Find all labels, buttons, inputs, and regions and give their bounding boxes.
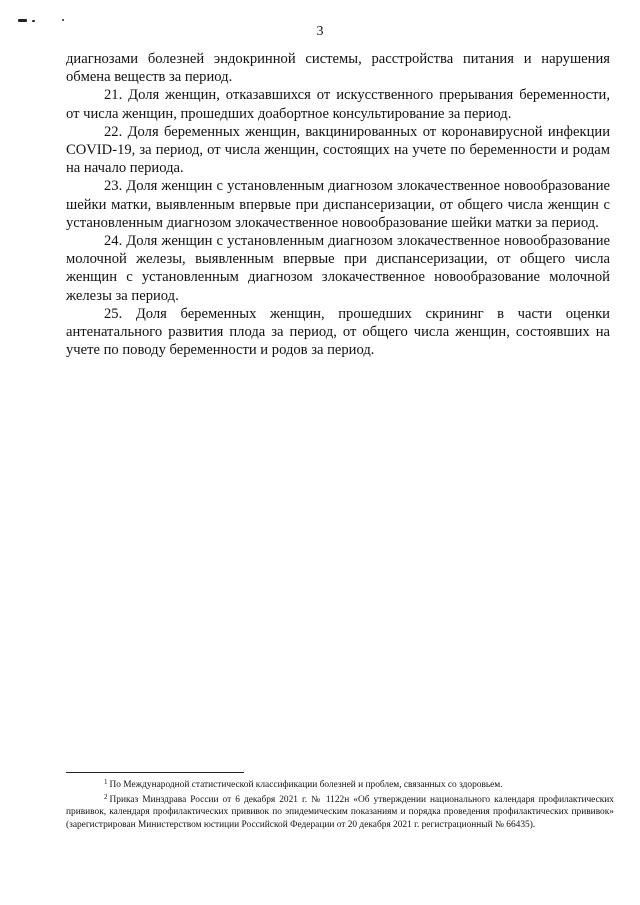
footnote-2: [66, 791, 614, 831]
footnote-separator: [66, 772, 244, 773]
list-item-22: 22. Доля беременных женщин, вакцинированных от коронавирусной инфекции COVID-19, за период, от числа женщин, состоящих на учете по беременности и родам на начало периода.: [66, 123, 610, 177]
footnote-1: [66, 776, 614, 791]
footnotes: [66, 776, 614, 831]
footnote-marker: 1: [104, 778, 108, 786]
paragraph-continuation: диагнозами болезней эндокринной системы, расстройства питания и нарушения обмена веществ за период.: [66, 51, 610, 86]
footnote-text: По Международной статистической классификации болезней и проблем, связанных со здоровьем.: [109, 780, 503, 790]
footnote-text: Приказ Минздрава России от 6 декабря 2021 г. № 1122н «Об утверждении национального календаря профилактических прививок, календаря профилактических прививок по эпидемическим показаниям и порядка проведения профилактических прививок» (зарегистрирован Министерством юстиции Российской Федерации от 20 декабря 2021 г. регистрационный № 66435).: [66, 795, 614, 830]
list-item-25: 25. Доля беременных женщин, прошедших скрининг в части оценки антенатального развития плода за период, от общего числа женщин, состоявших на учете по поводу беременности и родов за период.: [66, 305, 610, 359]
footnote-marker: 2: [104, 793, 108, 802]
document-body: [66, 50, 610, 359]
list-item-21: 21. Доля женщин, отказавшихся от искусственного прерывания беременности, от числа женщин, прошедших доабортное консультирование за период.: [66, 87, 610, 122]
page-number: 3: [316, 24, 324, 39]
list-item-23: 23. Доля женщин с установленным диагнозом злокачественное новообразование шейки матки, выявленным впервые при диспансеризации, от общего числа женщин с установленным диагнозом злокачественное новообразование шейки матки за период.: [66, 178, 610, 231]
list-item-24: 24. Доля женщин с установленным диагнозом злокачественное новообразование молочной железы, выявленным впервые при диспансеризации, от общего числа женщин с установленным диагнозом злокачественное новообразование молочной железы за период.: [66, 233, 610, 304]
